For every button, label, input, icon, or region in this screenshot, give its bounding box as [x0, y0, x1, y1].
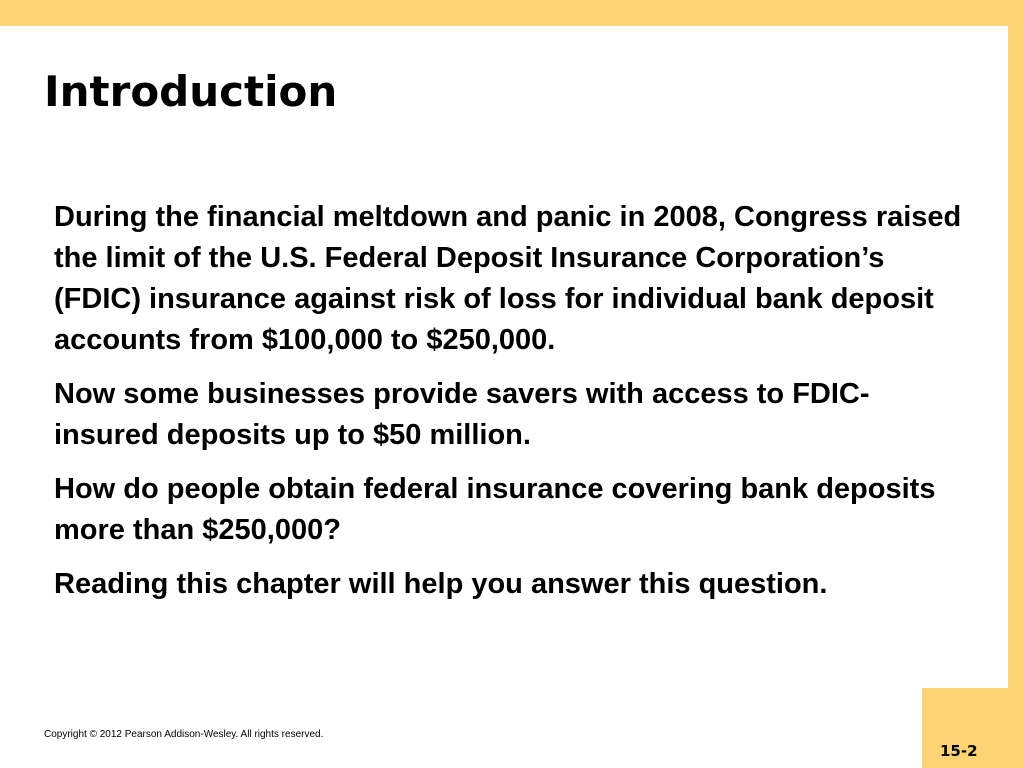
paragraph-businesses-access: Now some businesses provide savers with access to FDIC-insured deposits up to $50 million. — [54, 378, 870, 451]
slide-title: Introduction — [44, 67, 338, 116]
paragraph-financial-meltdown: During the financial meltdown and panic in 2008, Congress raised the limit of the U.S. Federal Deposit Insurance Corporation’s (FDIC) insurance against risk of loss for individual bank deposit accounts from $100,000 to $250,000. — [54, 201, 962, 356]
slide-body — [54, 197, 974, 618]
right-border-band — [1008, 0, 1024, 768]
copyright-footer: Copyright © 2012 Pearson Addison-Wesley. All rights reserved. — [44, 729, 324, 740]
paragraph-reading-chapter: Reading this chapter will help you answer this question. — [54, 568, 828, 600]
paragraph-question: How do people obtain federal insurance covering bank deposits more than $250,000? — [54, 473, 936, 546]
top-border-band — [0, 0, 1024, 26]
page-number: 15-2 — [940, 742, 978, 760]
